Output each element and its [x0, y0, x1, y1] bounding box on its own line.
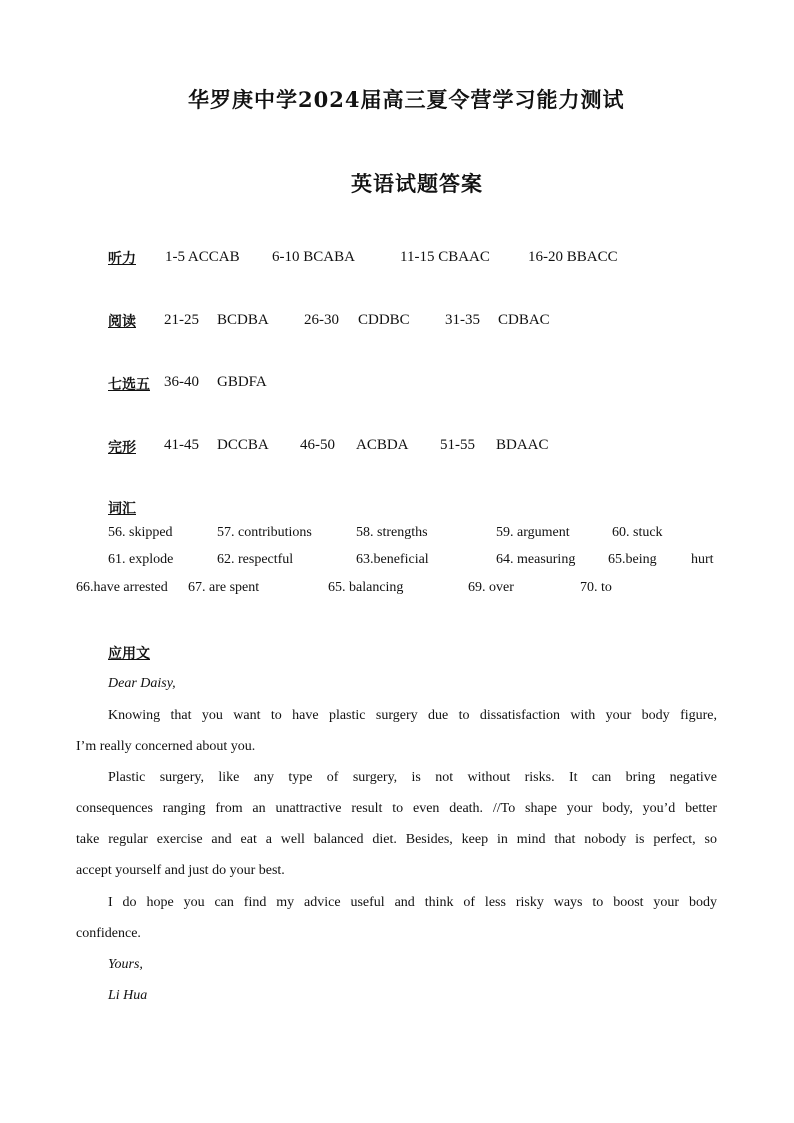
answer-letters: BDAAC [496, 437, 549, 453]
vocab-answer: 63.beneficial [356, 552, 429, 567]
answer-group: 1-5 ACCAB [165, 249, 240, 265]
vocab-answer: 60. stuck [612, 525, 663, 540]
section-label-seven-five: 七选五 [108, 377, 150, 393]
answer-letters: BCDBA [217, 312, 269, 328]
answer-group: 11-15 CBAAC [400, 249, 490, 265]
vocab-answer-continued: hurt [691, 552, 714, 567]
vocab-answer: 57. contributions [217, 525, 312, 540]
answer-range: 21-25 [164, 312, 199, 328]
answer-letters: CDDBC [358, 312, 410, 328]
paragraph-line: take regular exercise and eat a well balanced diet. Besides, keep in mind that nobody is perfect, so [76, 832, 717, 847]
vocab-answer: 66.have arrested [76, 580, 168, 595]
section-label-listening: 听力 [108, 251, 136, 267]
paragraph-line: confidence. [76, 926, 141, 941]
vocab-answer: 69. over [468, 580, 514, 595]
answer-range: 31-35 [445, 312, 480, 328]
section-label-cloze: 完形 [108, 440, 136, 456]
section-label-writing: 应用文 [108, 646, 150, 662]
paragraph-line: accept yourself and just do your best. [76, 863, 285, 878]
answer-letters: ACBDA [356, 437, 409, 453]
section-label-vocabulary: 词汇 [108, 501, 136, 517]
letter-paragraph-3 [76, 887, 717, 949]
letter-closing: Yours, [108, 957, 143, 972]
paragraph-line: consequences ranging from an unattractive result to even death. //To shape your body, you’d better [76, 801, 717, 816]
vocab-answer: 64. measuring [496, 552, 576, 567]
answer-range: 46-50 [300, 437, 335, 453]
vocab-answer: 65. balancing [328, 580, 404, 595]
answer-range: 26-30 [304, 312, 339, 328]
vocab-answer: 65.being [608, 552, 657, 567]
answer-group: 6-10 BCABA [272, 249, 355, 265]
answer-letters: GBDFA [217, 374, 267, 390]
letter-paragraph-2 [76, 762, 717, 886]
answer-group: 16-20 BBACC [528, 249, 618, 265]
answer-range: 41-45 [164, 437, 199, 453]
section-label-reading: 阅读 [108, 314, 136, 330]
paragraph-line: Knowing that you want to have plastic surgery due to dissatisfaction with your body figure, [108, 708, 717, 723]
letter-paragraph-1 [76, 700, 717, 762]
vocab-answer: 59. argument [496, 525, 570, 540]
paragraph-line: Plastic surgery, like any type of surgery, is not without risks. It can bring negative [108, 770, 717, 785]
letter-signature: Li Hua [108, 988, 148, 1003]
letter-salutation: Dear Daisy, [108, 676, 176, 691]
vocab-answer: 61. explode [108, 552, 174, 567]
vocab-answer: 56. skipped [108, 525, 173, 540]
page-subtitle: 英语试题答案 [351, 171, 483, 196]
vocab-answer: 62. respectful [217, 552, 294, 567]
vocab-answer: 58. strengths [356, 525, 428, 540]
answer-letters: CDBAC [498, 312, 550, 328]
vocab-answer: 67. are spent [188, 580, 260, 595]
paragraph-line: I do hope you can find my advice useful and think of less risky ways to boost your body [108, 895, 717, 910]
vocab-answer: 70. to [580, 580, 612, 595]
answer-range: 36-40 [164, 374, 199, 390]
answer-letters: DCCBA [217, 437, 269, 453]
answer-range: 51-55 [440, 437, 475, 453]
page-title: 华罗庚中学2024届高三夏令营学习能力测试 [188, 87, 625, 112]
paragraph-line: I’m really concerned about you. [76, 739, 256, 754]
